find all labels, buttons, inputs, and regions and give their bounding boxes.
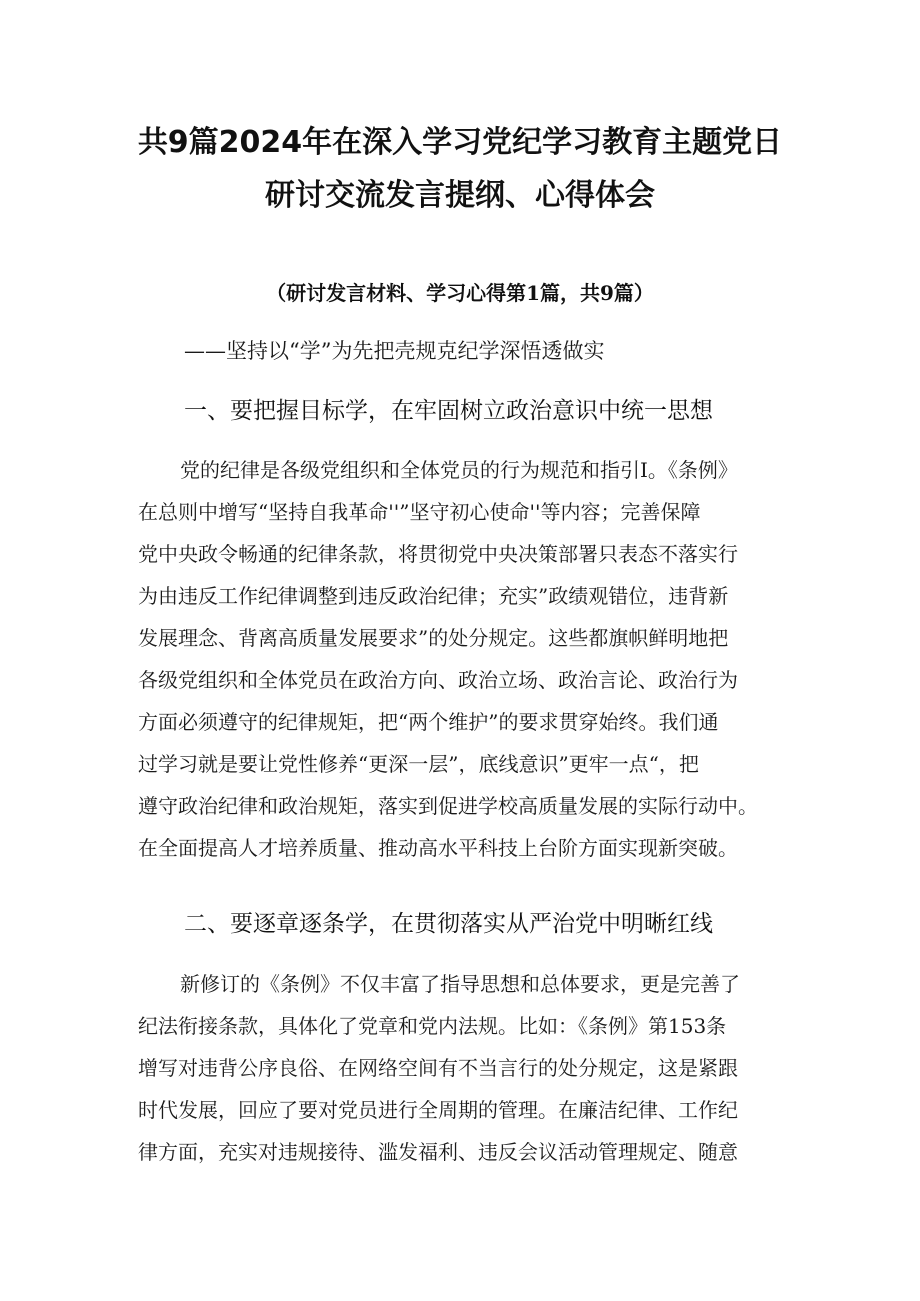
paragraph-line: 为由违反工作纪律调整到违反政治纪律；充实”政绩观错位，违背新 bbox=[138, 584, 729, 608]
section-2-heading: 二、要逐章逐条学，在贯彻落实从严治党中明晰红线 bbox=[184, 911, 713, 937]
section-1-heading: 一、要把握目标学，在牢固树立政治意识中统一思想 bbox=[184, 398, 713, 424]
document-title-line-1: 共9篇2024年在深入学习党纪学习教育主题党日 bbox=[137, 125, 783, 160]
paragraph-line: 方面必须遵守的纪律规矩，把“两个维护”的要求贯穿始终。我们通 bbox=[138, 710, 719, 734]
paragraph-line: 遵守政治纪律和政治规矩，落实到促进学校高质量发展的实际行动中。 bbox=[138, 794, 758, 818]
paragraph-line: 党中央政令畅通的纪律条款，将贯彻党中央决策部署只表态不落实行 bbox=[138, 542, 738, 566]
paragraph-line: 在总则中增写“坚持自我革命''”坚守初心使命''等内容；完善保障 bbox=[138, 500, 701, 524]
paragraph-line: 党的纪律是各级党组织和全体党员的行为规范和指引I。《条例》 bbox=[180, 458, 738, 482]
document-subtitle: （研讨发言材料、学习心得第1篇，共9篇） bbox=[266, 281, 654, 305]
paragraph-line: 纪法衔接条款，具体化了党章和党内法规。比如：《条例》第153条 bbox=[138, 1014, 727, 1038]
document-tagline: ——坚持以“学”为先把壳规克纪学深悟透做实 bbox=[184, 339, 605, 363]
paragraph-line: 新修订的《条例》不仅丰富了指导思想和总体要求，更是完善了 bbox=[180, 972, 740, 996]
paragraph-line: 在全面提高人才培养质量、推动高水平科技上台阶方面实现新突破。 bbox=[138, 836, 738, 860]
document-title-line-2: 研讨交流发言提纲、心得体会 bbox=[265, 178, 655, 213]
paragraph-line: 发展理念、背离高质量发展要求”的处分规定。这些都旗帜鲜明地把 bbox=[138, 626, 729, 650]
paragraph-line: 律方面，充实对违规接待、滥发福利、违反会议活动管理规定、随意 bbox=[138, 1140, 738, 1164]
paragraph-line: 增写对违背公序良俗、在网络空间有不当言行的处分规定，这是紧跟 bbox=[138, 1056, 738, 1080]
paragraph-line: 各级党组织和全体党员在政治方向、政治立场、政治言论、政治行为 bbox=[138, 668, 738, 692]
paragraph-line: 时代发展，回应了要对党员进行全周期的管理。在廉洁纪律、工作纪 bbox=[138, 1098, 738, 1122]
paragraph-line: 过学习就是要让党性修养“更深一层”，底线意识”更牢一点“，把 bbox=[138, 752, 699, 776]
